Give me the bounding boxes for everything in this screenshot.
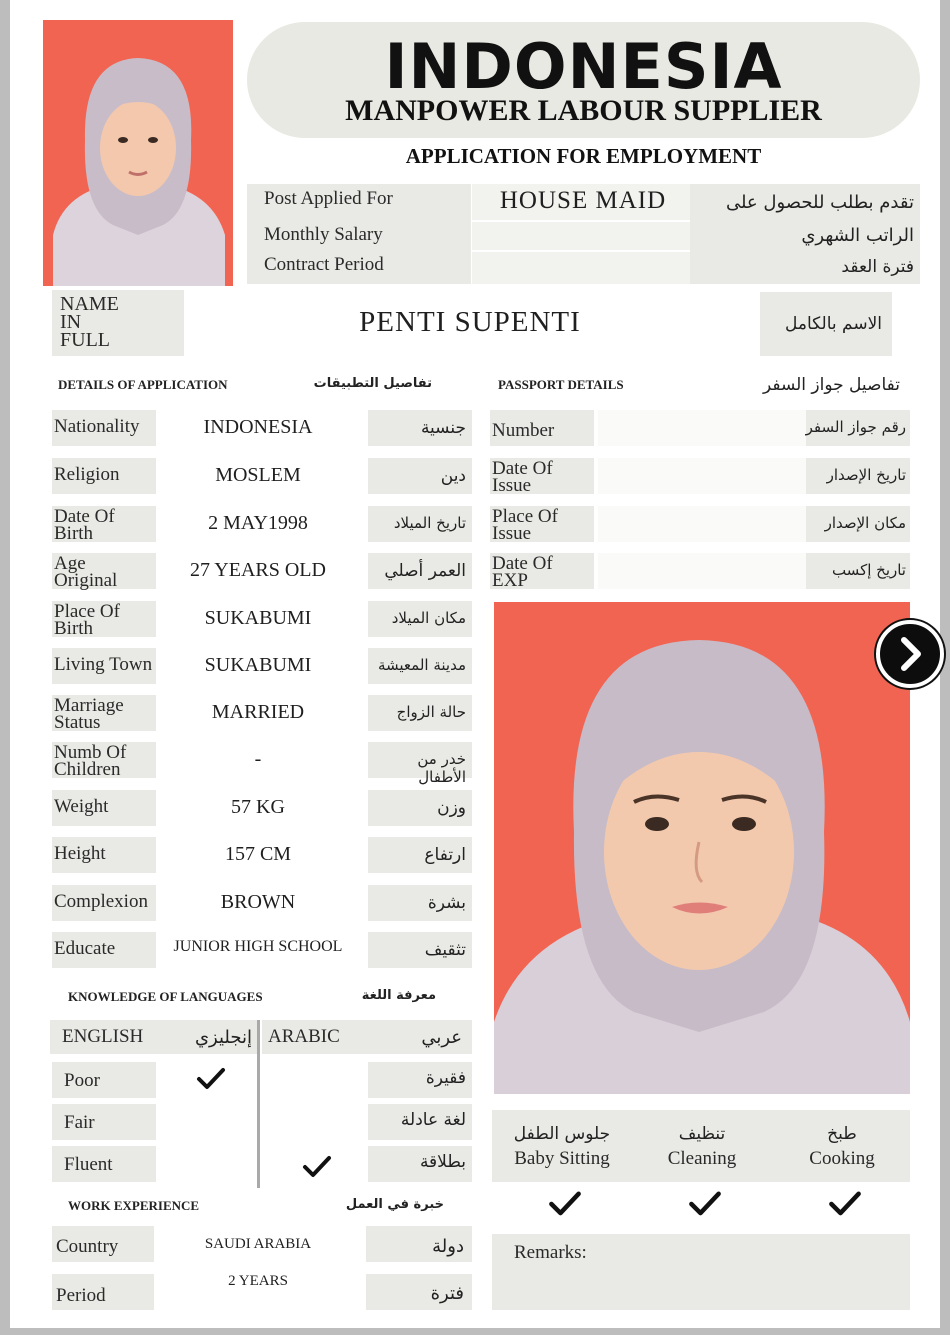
contract-label-ar: فترة العقد — [841, 257, 914, 277]
contract-value-box — [472, 252, 690, 284]
detail-label-line2: Birth — [54, 523, 94, 544]
passport-label-line2: Issue — [492, 523, 532, 544]
detail-value: 27 YEARS OLD — [190, 559, 326, 581]
salary-label-ar: الراتب الشهري — [801, 225, 914, 246]
passport-label-ar: تاريخ الإصدار — [826, 466, 906, 484]
detail-value: MARRIED — [211, 701, 305, 723]
skill-label-ar: طبخ — [827, 1124, 857, 1144]
detail-label-line1: Marriage — [54, 695, 124, 716]
detail-label-line1: Numb Of — [54, 742, 127, 763]
name-label-ar: الاسم بالكامل — [784, 314, 882, 334]
detail-label-line1: Date Of — [54, 506, 115, 527]
header-company: MANPOWER LABOUR SUPPLIER — [345, 94, 822, 127]
detail-label-ar: جنسية — [420, 418, 466, 438]
languages-heading-ar: معرفة اللغة — [361, 988, 436, 1003]
passport-heading: PASSPORT DETAILS — [498, 377, 624, 392]
portrait-photo-large — [494, 602, 910, 1094]
passport-label-line2: Issue — [492, 475, 532, 496]
skill-label-ar: تنظيف — [678, 1124, 726, 1144]
passport-label-line1: Place Of — [492, 506, 558, 527]
english-check-icon — [196, 1066, 226, 1092]
detail-label: Nationality — [54, 416, 140, 437]
detail-label-ar: دين — [440, 466, 466, 486]
chevron-right-icon — [880, 624, 940, 684]
detail-label: Height — [54, 843, 106, 864]
language-level-label: Fair — [64, 1112, 95, 1133]
detail-value: 157 CM — [224, 843, 292, 865]
skill-label-ar: جلوس الطفل — [513, 1124, 611, 1144]
detail-label: Weight — [54, 796, 109, 817]
work-period-ar: فترة — [430, 1283, 464, 1304]
passport-label-line2: EXP — [492, 570, 528, 591]
language-divider — [257, 1020, 260, 1188]
detail-label-line1: Place Of — [54, 601, 120, 622]
detail-label-line2: Status — [54, 712, 101, 733]
arabic-label: ARABIC — [268, 1026, 340, 1047]
portrait-photo-small — [43, 20, 233, 286]
name-label-line3: FULL — [60, 329, 110, 351]
detail-label-ar: وزن — [437, 798, 466, 818]
skill-label: Cleaning — [667, 1148, 737, 1169]
language-level-label: Poor — [64, 1070, 100, 1091]
language-level-ar: لغة عادلة — [400, 1110, 466, 1130]
post-value: HOUSE MAID — [499, 187, 667, 214]
english-label-ar: إنجليزي — [194, 1027, 252, 1048]
detail-label-ar: العمر أصلي — [384, 561, 466, 581]
skill-label: Baby Sitting — [514, 1148, 610, 1169]
detail-value: JUNIOR HIGH SCHOOL — [173, 938, 343, 955]
work-period-label: Period — [56, 1285, 106, 1306]
detail-value: SUKABUMI — [204, 607, 312, 629]
application-heading: DETAILS OF APPLICATION — [58, 377, 228, 392]
skill-check-icon — [548, 1190, 582, 1218]
full-name-value: PENTI SUPENTI — [359, 306, 581, 338]
detail-label: Educate — [54, 938, 116, 959]
language-level-ar: بطلاقة — [419, 1152, 466, 1172]
passport-value-box — [598, 553, 806, 589]
detail-value: BROWN — [220, 891, 296, 913]
passport-label: Number — [492, 420, 555, 441]
detail-label-ar: خدر من الأطفال — [417, 750, 466, 786]
contract-label: Contract Period — [264, 254, 384, 275]
work-heading-ar: خبرة في العمل — [345, 1197, 444, 1212]
skill-check-icon — [828, 1190, 862, 1218]
languages-heading: KNOWLEDGE OF LANGUAGES — [68, 989, 263, 1004]
work-country-value: SAUDI ARABIA — [204, 1236, 312, 1252]
next-button[interactable] — [876, 620, 944, 688]
arabic-check-icon — [302, 1154, 332, 1180]
language-level-label: Fluent — [64, 1154, 113, 1175]
detail-value: INDONESIA — [203, 416, 313, 438]
remarks-label: Remarks: — [514, 1242, 587, 1263]
english-label: ENGLISH — [62, 1026, 144, 1047]
skill-label: Cooking — [809, 1148, 875, 1169]
detail-value: SUKABUMI — [204, 654, 312, 676]
detail-label-line2: Original — [54, 570, 118, 591]
application-form — [10, 0, 940, 1328]
passport-value-box — [598, 458, 806, 494]
detail-label-ar: مدينة المعيشة — [377, 656, 466, 674]
detail-label-ar: مكان الميلاد — [391, 609, 466, 627]
salary-value-box — [472, 222, 690, 250]
passport-value-box — [598, 506, 806, 542]
passport-value-box — [598, 410, 806, 446]
passport-label-line1: Date Of — [492, 553, 553, 574]
detail-label-line2: Children — [54, 759, 121, 780]
passport-label-line1: Date Of — [492, 458, 553, 479]
work-heading: WORK EXPERIENCE — [68, 1198, 200, 1213]
detail-value: 2 MAY1998 — [208, 512, 308, 534]
language-level-ar: فقيرة — [425, 1068, 466, 1088]
post-label-ar: تقدم بطلب للحصول على — [725, 192, 914, 213]
detail-label: Living Town — [54, 654, 153, 675]
detail-label-line2: Birth — [54, 618, 94, 639]
header-country: INDONESIA — [384, 30, 783, 103]
skills-box — [492, 1110, 910, 1182]
work-period-value: 2 YEARS — [228, 1273, 288, 1289]
detail-value: 57 KG — [231, 796, 285, 818]
detail-label-ar: تثقيف — [424, 940, 466, 960]
detail-label-line1: Age — [54, 553, 86, 574]
passport-label-ar: رقم جواز السفر — [805, 418, 906, 436]
post-label: Post Applied For — [264, 188, 393, 209]
passport-label-ar: تاريخ إكسب — [831, 561, 906, 579]
detail-label-ar: تاريخ الميلاد — [393, 514, 466, 532]
detail-label-ar: بشرة — [427, 893, 466, 913]
detail-label: Religion — [54, 464, 120, 485]
name-label-line2: IN — [60, 311, 82, 333]
detail-label-ar: حالة الزواج — [396, 703, 466, 721]
work-country-label: Country — [56, 1236, 119, 1257]
passport-heading-ar: تفاصيل جواز السفر — [762, 375, 900, 395]
name-label-line1: NAME — [60, 293, 119, 315]
detail-label-ar: ارتفاع — [424, 845, 466, 865]
application-heading-ar: تفاصيل التطبيقات — [313, 376, 432, 391]
detail-value: MOSLEM — [215, 464, 301, 486]
salary-label: Monthly Salary — [264, 224, 383, 245]
passport-label-ar: مكان الإصدار — [824, 514, 906, 532]
person-portrait-icon — [494, 602, 910, 1094]
detail-label: Complexion — [54, 891, 148, 912]
header-subtitle: APPLICATION FOR EMPLOYMENT — [405, 144, 762, 168]
skill-check-icon — [688, 1190, 722, 1218]
person-portrait-icon — [43, 20, 233, 286]
work-country-ar: دولة — [432, 1236, 464, 1257]
arabic-label-ar: عربي — [421, 1027, 462, 1048]
detail-value: - — [254, 748, 262, 770]
